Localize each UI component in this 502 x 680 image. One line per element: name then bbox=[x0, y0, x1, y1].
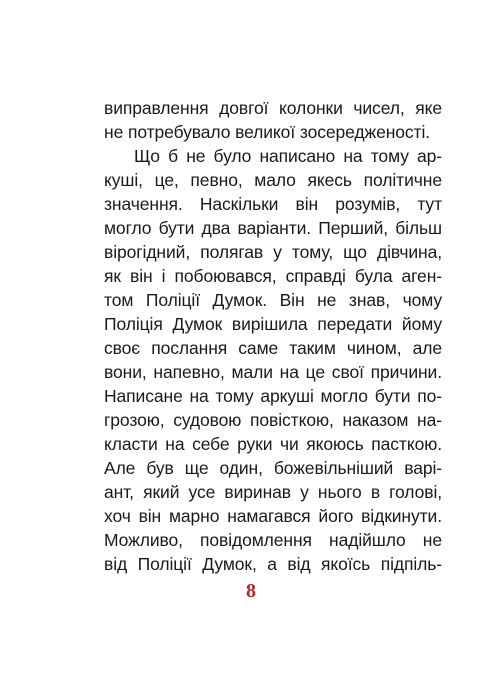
text-line: Але був ще один, божевільніший варі- bbox=[104, 458, 442, 478]
body-text bbox=[104, 96, 442, 576]
page-number: 8 bbox=[246, 580, 256, 602]
text-line: могло бути два варіанти. Перший, більш bbox=[104, 218, 442, 238]
text-line: вірогідний, полягав у тому, що дівчина, bbox=[104, 242, 442, 262]
text-line: Поліція Думок вирішила передати йому bbox=[104, 314, 442, 334]
text-line: Написане на тому аркуші могло бути по- bbox=[104, 386, 442, 406]
text-line: значення. Наскільки він розумів, тут bbox=[104, 194, 442, 214]
text-line: не потребувало великої зосередженості. bbox=[104, 122, 431, 142]
text-line: класти на себе руки чи якоюсь пасткою. bbox=[104, 434, 442, 454]
text-line: своє послання саме таким чином, але bbox=[104, 338, 442, 358]
text-line: як він і побоювався, справді була аген- bbox=[104, 266, 442, 286]
text-line: том Поліції Думок. Він не знав, чому bbox=[104, 290, 442, 310]
text-line: ант, який усе виринав у нього в голові, bbox=[104, 482, 442, 502]
text-line: хоч він марно намагався його відкинути. bbox=[104, 506, 442, 526]
text-line: Що б не було написано на тому ар- bbox=[134, 146, 442, 166]
text-line: куші, це, певно, мало якесь політичне bbox=[104, 170, 442, 190]
text-line: грозою, судовою повісткою, наказом на- bbox=[104, 410, 442, 430]
text-line: виправлення довгої колонки чисел, яке bbox=[104, 98, 442, 118]
text-line: вони, напевно, мали на це свої причини. bbox=[104, 362, 442, 382]
text-line: від Поліції Думок, а від якоїсь підпіль- bbox=[104, 554, 442, 574]
text-line: Можливо, повідомлення надійшло не bbox=[104, 530, 442, 550]
